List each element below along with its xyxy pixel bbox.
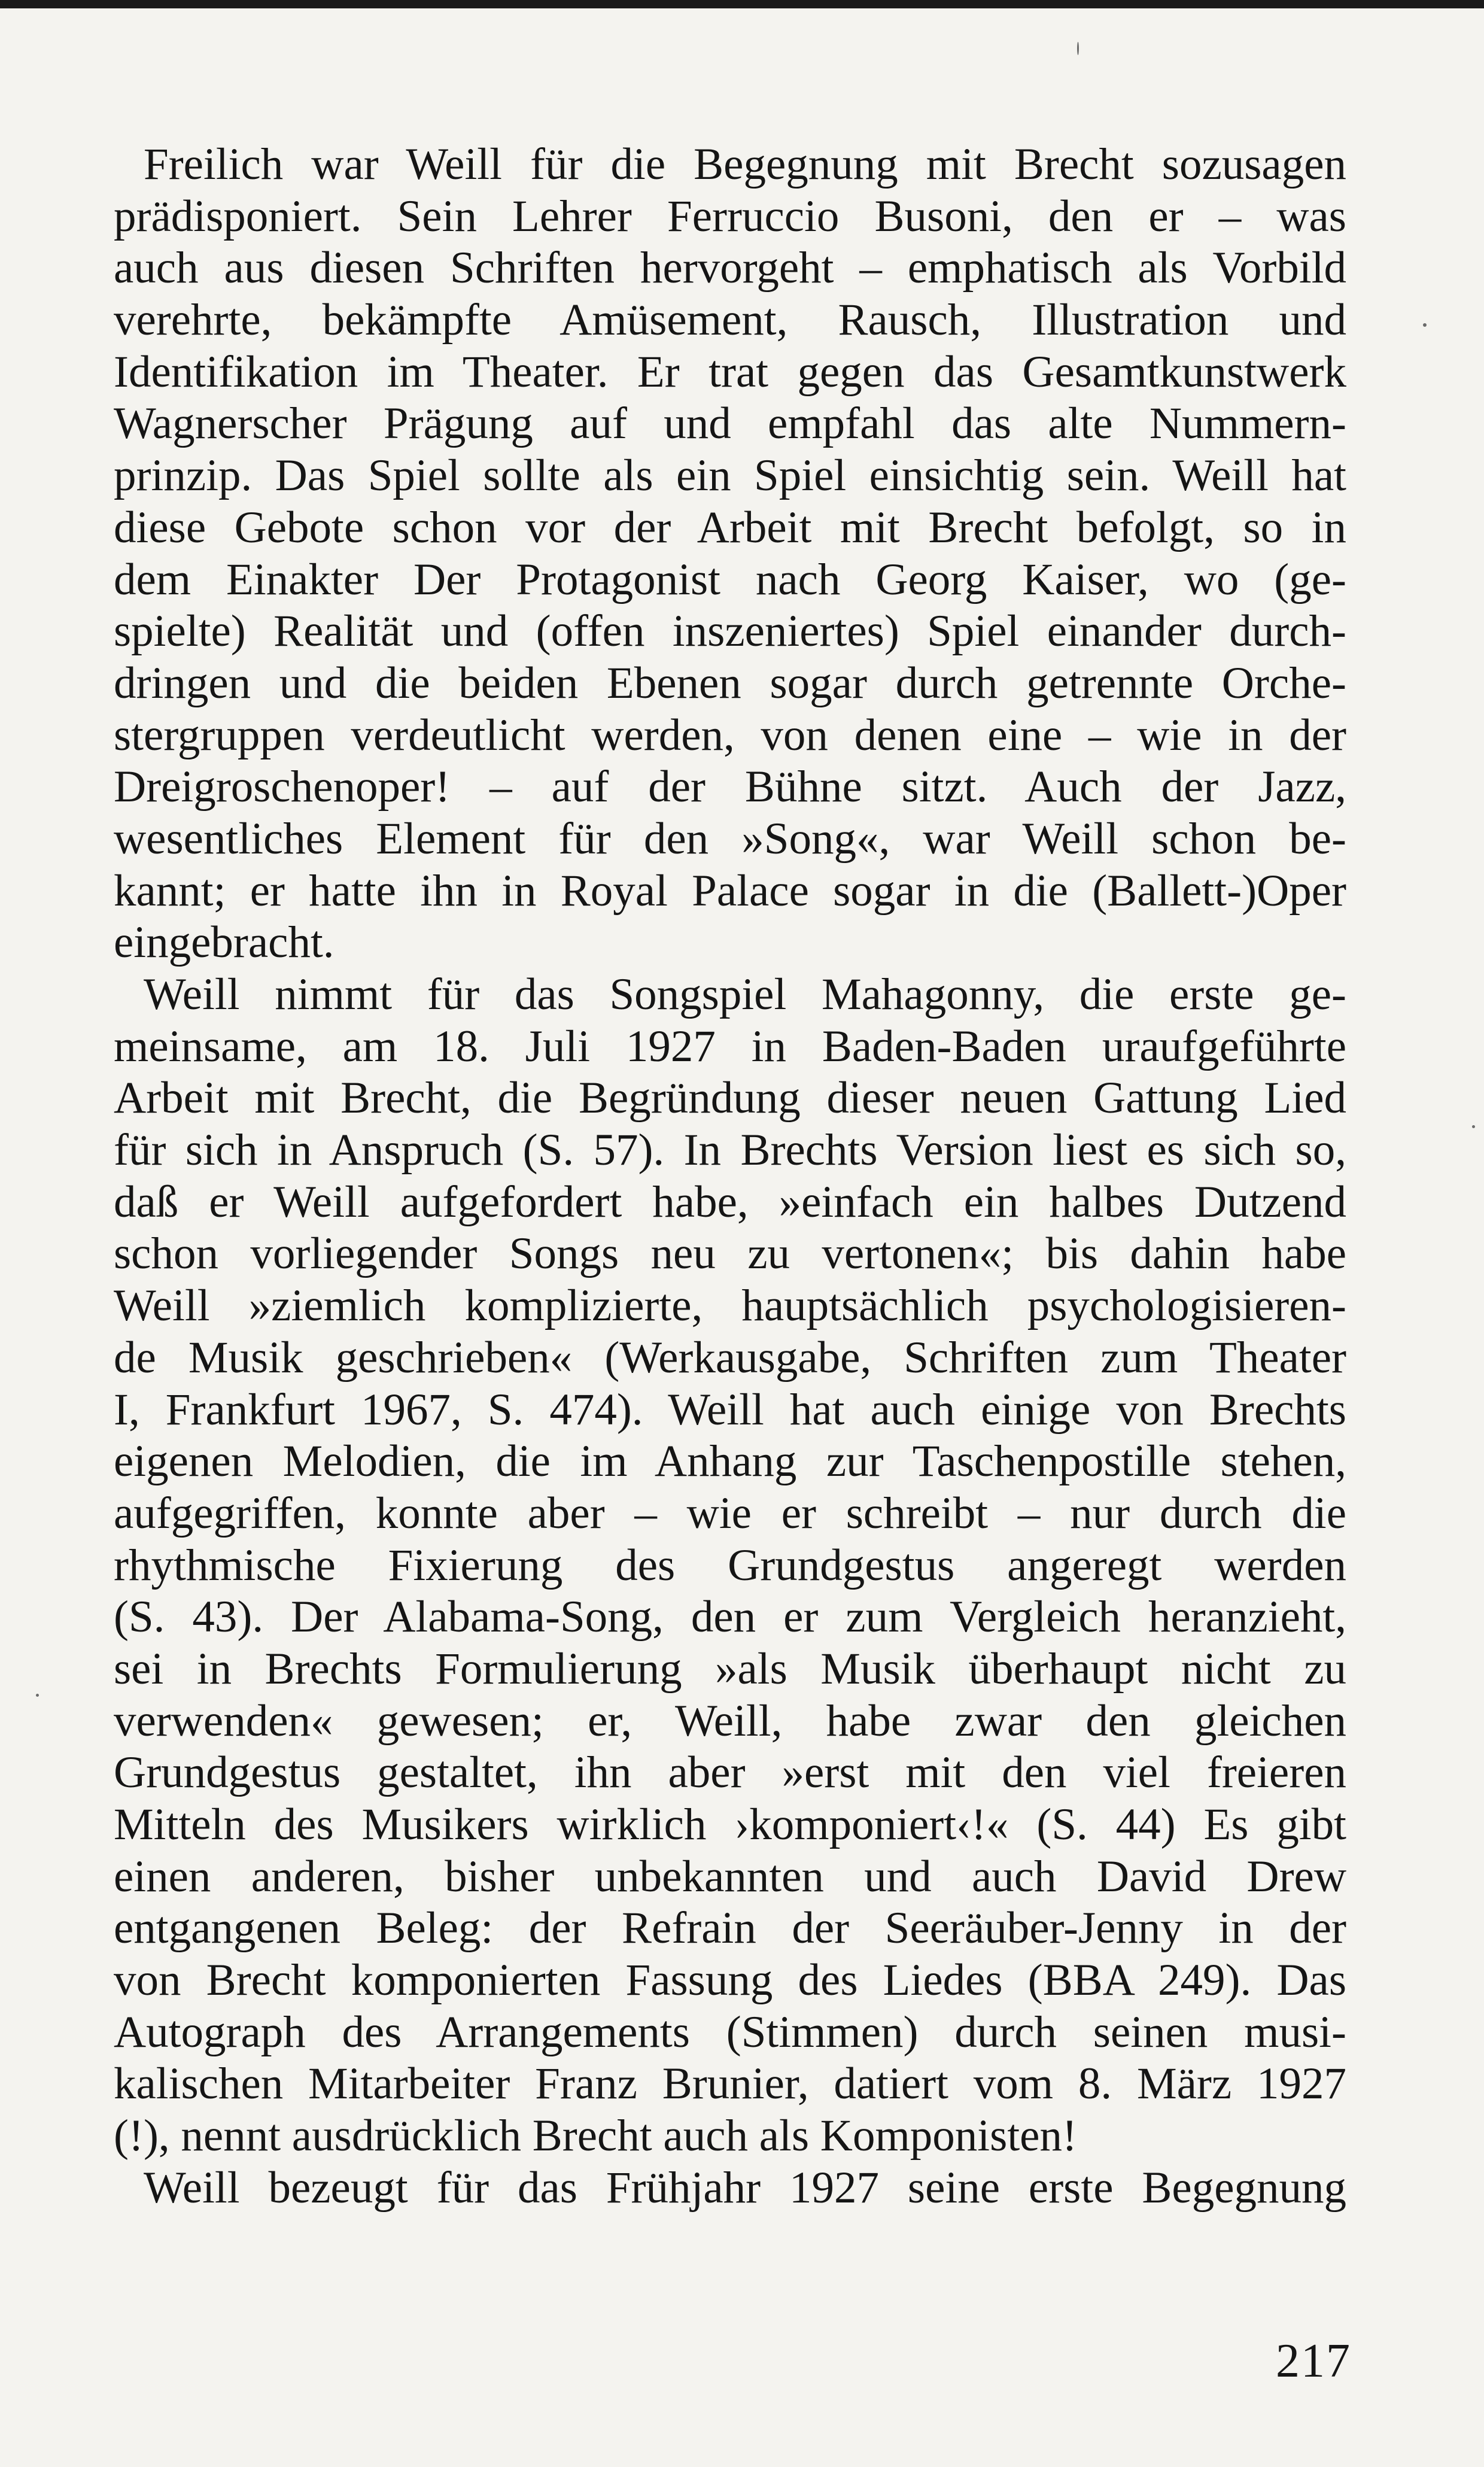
text-line: von Brecht komponierten Fassung des Liedes (BBA 249). Das (114, 1955, 1346, 2006)
text-line: Weill »ziemlich komplizierte, hauptsächlich psychologisieren- (114, 1281, 1346, 1331)
text-line: meinsame, am 18. Juli 1927 in Baden-Baden uraufgeführte (114, 1021, 1346, 1071)
text-line: dringen und die beiden Ebenen sogar durch getrennte Orche- (114, 658, 1346, 708)
text-line: Weill bezeugt für das Frühjahr 1927 seine erste Begegnung (144, 2162, 1346, 2213)
text-line: (S. 43). Der Alabama-Song, den er zum Vergleich heranzieht, (114, 1592, 1346, 1642)
text-line: (!), nennt ausdrücklich Brecht auch als Komponisten! (114, 2111, 1077, 2161)
text-line: Grundgestus gestaltet, ihn aber »erst mit den viel freieren (114, 1748, 1346, 1798)
text-line: für sich in Anspruch (S. 57). In Brechts Version liest es sich so, (114, 1125, 1346, 1175)
text-line: kannt; er hatte ihn in Royal Palace sogar in die (Ballett-)Oper (114, 865, 1346, 916)
top-edge-rule (0, 0, 1484, 8)
text-line: diese Gebote schon vor der Arbeit mit Brecht befolgt, so in (114, 502, 1346, 552)
text-line: Mitteln des Musikers wirklich ›komponiert‹!« (S. 44) Es gibt (114, 1800, 1346, 1849)
page-number: 217 (1276, 2335, 1351, 2387)
page-body-text (114, 139, 1346, 2214)
scan-speck (36, 1694, 39, 1697)
text-line: aufgegriffen, konnte aber – wie er schreibt – nur durch die (114, 1488, 1346, 1538)
scan-speck (1472, 1125, 1475, 1128)
text-line: eingebracht. (114, 917, 334, 968)
text-line: Autograph des Arrangements (Stimmen) durch seinen musi- (114, 2007, 1346, 2057)
scan-speck (1423, 323, 1427, 327)
text-line: auch aus diesen Schriften hervorgeht – emphatisch als Vorbild (114, 243, 1346, 293)
text-line: stergruppen verdeutlicht werden, von denen eine – wie in der (114, 710, 1346, 760)
text-line: kalischen Mitarbeiter Franz Brunier, datiert vom 8. März 1927 (114, 2059, 1346, 2109)
text-line: dem Einakter Der Protagonist nach Georg Kaiser, wo (ge- (114, 554, 1346, 604)
text-line: eigenen Melodien, die im Anhang zur Taschenpostille stehen, (114, 1436, 1346, 1487)
text-line: prinzip. Das Spiel sollte als ein Spiel einsichtig sein. Weill hat (114, 451, 1346, 501)
text-line: Freilich war Weill für die Begegnung mit Brecht sozusagen (144, 139, 1346, 189)
text-line: einen anderen, bisher unbekannten und auch David Drew (114, 1851, 1346, 1901)
text-line: wesentliches Element für den »Song«, war Weill schon be- (114, 813, 1346, 864)
text-line: sei in Brechts Formulierung »als Musik überhaupt nicht zu (114, 1643, 1346, 1694)
text-line: de Musik geschrieben« (Werkausgabe, Schriften zum Theater (114, 1332, 1346, 1383)
text-line: Identifikation im Theater. Er trat gegen das Gesamtkunstwerk (114, 347, 1346, 397)
scan-speck (1077, 42, 1079, 55)
text-line: spielte) Realität und (offen inszeniertes) Spiel einander durch- (114, 606, 1346, 657)
text-line: Arbeit mit Brecht, die Begründung dieser neuen Gattung Lied (114, 1073, 1346, 1123)
text-line: verehrte, bekämpfte Amüsement, Rausch, Illustration und (114, 295, 1346, 345)
text-line: Wagnerscher Prägung auf und empfahl das alte Nummern- (114, 399, 1346, 449)
text-line: rhythmische Fixierung des Grundgestus angeregt werden (114, 1540, 1346, 1590)
text-line: entgangenen Beleg: der Refrain der Seeräuber-Jenny in der (114, 1903, 1346, 1953)
text-line: Dreigroschenoper! – auf der Bühne sitzt. Auch der Jazz, (114, 762, 1346, 812)
text-line: Weill nimmt für das Songspiel Mahagonny, die erste ge- (144, 970, 1346, 1019)
text-line: schon vorliegender Songs neu zu vertonen«; bis dahin habe (114, 1229, 1346, 1279)
text-line: I, Frankfurt 1967, S. 474). Weill hat auch einige von Brechts (114, 1384, 1346, 1435)
text-line: prädisponiert. Sein Lehrer Ferruccio Busoni, den er – was (114, 191, 1346, 241)
text-line: daß er Weill aufgefordert habe, »einfach ein halbes Dutzend (114, 1177, 1346, 1227)
text-line: verwenden« gewesen; er, Weill, habe zwar den gleichen (114, 1696, 1346, 1746)
